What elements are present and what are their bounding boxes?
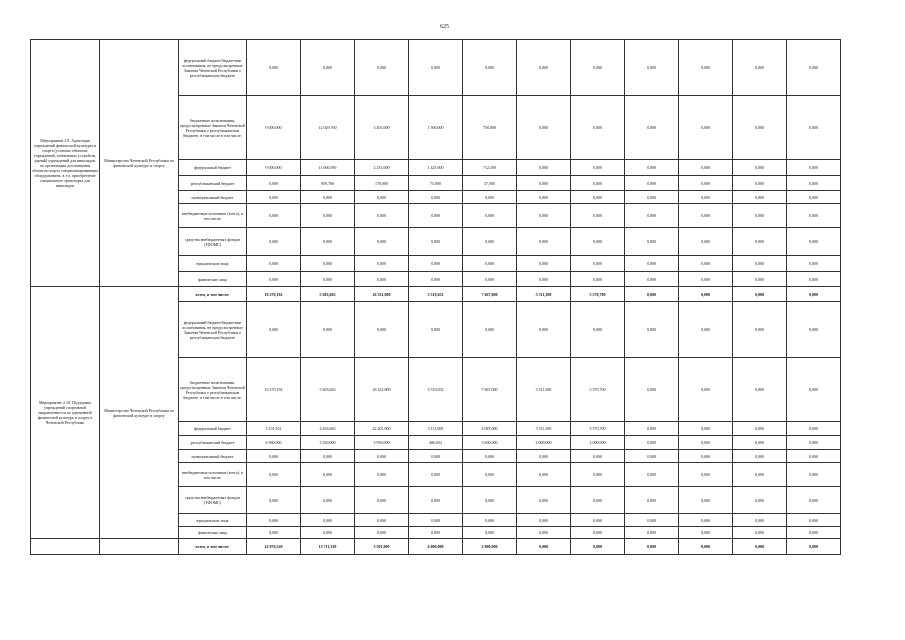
value-cell: 0,000: [355, 272, 409, 287]
value-cell: 0,000: [733, 302, 787, 358]
value-cell: 0,000: [247, 40, 301, 96]
value-cell: 0,000: [571, 191, 625, 204]
value-cell: 0,000: [571, 176, 625, 191]
value-cell: 0,000: [247, 463, 301, 487]
value-cell: 0,000: [517, 160, 571, 176]
value-cell: 0,000: [733, 191, 787, 204]
value-cell: 0,000: [301, 40, 355, 96]
value-cell: 0,000: [247, 256, 301, 272]
value-cell: 0,000: [787, 191, 841, 204]
value-cell: 0,000: [409, 527, 463, 539]
value-cell: 3 600,000: [463, 436, 517, 450]
event-name-cell: [31, 539, 100, 555]
funding-source-cell: федеральный бюджет/бюджетные ассигнования, не предусмотренные Законом Чеченской Республики о республиканском бюджете: [179, 40, 247, 96]
value-cell: 4 453,663: [301, 422, 355, 436]
value-cell: 0,000: [571, 204, 625, 228]
value-cell: 22 076,520: [247, 539, 301, 555]
value-cell: 0,000: [679, 422, 733, 436]
value-cell: 0,000: [247, 302, 301, 358]
value-cell: 0,000: [787, 539, 841, 555]
value-cell: 1 500,000: [409, 96, 463, 160]
funding-source-cell: всего, в том числе:: [179, 287, 247, 302]
table-row: [31, 40, 841, 96]
value-cell: 0,000: [355, 527, 409, 539]
value-cell: 0,000: [247, 272, 301, 287]
value-cell: 0,000: [625, 436, 679, 450]
value-cell: 3 511,390: [517, 422, 571, 436]
value-cell: 0,000: [409, 514, 463, 527]
value-cell: 2 000,000: [571, 436, 625, 450]
value-cell: 5 570,700: [571, 358, 625, 422]
value-cell: 0,000: [625, 487, 679, 514]
value-cell: 0,000: [625, 96, 679, 160]
value-cell: 0,000: [247, 204, 301, 228]
value-cell: 0,000: [355, 256, 409, 272]
value-cell: 37,500: [463, 176, 517, 191]
funding-source-cell: муниципальный бюджет: [179, 450, 247, 463]
value-cell: 0,000: [571, 272, 625, 287]
value-cell: 0,000: [463, 527, 517, 539]
value-cell: 0,000: [571, 514, 625, 527]
funding-source-cell: федеральный бюджет: [179, 422, 247, 436]
event-name-cell: Мероприятие 2.10. Поддержка учреждений спортивной направленности по адаптивной физической культуре и спорту в Чеченской Республике: [31, 287, 100, 539]
value-cell: 750,000: [463, 96, 517, 160]
value-cell: 0,000: [787, 204, 841, 228]
value-cell: 0,000: [787, 96, 841, 160]
value-cell: 0,000: [571, 160, 625, 176]
value-cell: 0,000: [787, 40, 841, 96]
value-cell: 26 331,800: [355, 287, 409, 302]
value-cell: 0,000: [787, 527, 841, 539]
value-cell: 6 960,000: [247, 436, 301, 450]
value-cell: 0,000: [679, 514, 733, 527]
value-cell: 0,000: [517, 272, 571, 287]
value-cell: 0,000: [409, 463, 463, 487]
value-cell: 0,000: [679, 96, 733, 160]
value-cell: 9 000,000: [247, 96, 301, 160]
funding-source-cell: всего, в том числе:: [179, 539, 247, 555]
value-cell: 0,000: [679, 450, 733, 463]
value-cell: 0,000: [679, 463, 733, 487]
value-cell: 0,000: [625, 302, 679, 358]
value-cell: 4 000,000: [409, 539, 463, 555]
value-cell: 0,000: [733, 487, 787, 514]
funding-source-cell: федеральный бюджет/бюджетные ассигнования, не предусмотренные Законом Чеченской Республики о республиканском бюджете: [179, 302, 247, 358]
value-cell: 0,000: [517, 527, 571, 539]
value-cell: 0,000: [625, 527, 679, 539]
value-cell: 0,000: [733, 176, 787, 191]
value-cell: 0,000: [247, 450, 301, 463]
value-cell: 3 519,652: [409, 287, 463, 302]
value-cell: 3 501,000: [355, 539, 409, 555]
value-cell: 0,000: [301, 302, 355, 358]
funding-source-cell: бюджетные ассигнования, предусмотренные Законом Чеченской Республики о республиканском бюджете, в том числе в том числе:: [179, 96, 247, 160]
value-cell: 0,000: [571, 40, 625, 96]
value-cell: 0,000: [247, 487, 301, 514]
value-cell: 0,000: [679, 539, 733, 555]
value-cell: 0,000: [625, 40, 679, 96]
value-cell: 0,000: [625, 176, 679, 191]
value-cell: 0,000: [733, 358, 787, 422]
value-cell: 0,000: [625, 204, 679, 228]
value-cell: 0,000: [463, 463, 517, 487]
value-cell: 0,000: [247, 514, 301, 527]
value-cell: 959,760: [301, 176, 355, 191]
funding-source-cell: физические лица: [179, 527, 247, 539]
value-cell: 2 000,000: [463, 539, 517, 555]
value-cell: 0,000: [409, 272, 463, 287]
value-cell: 0,000: [463, 514, 517, 527]
value-cell: 0,000: [733, 96, 787, 160]
funding-source-cell: средства внебюджетных фондов (ТФОМС): [179, 228, 247, 256]
funding-source-cell: юридические лица: [179, 256, 247, 272]
value-cell: 0,000: [247, 176, 301, 191]
value-cell: 0,000: [625, 191, 679, 204]
value-cell: 5 570,700: [571, 287, 625, 302]
value-cell: 0,000: [679, 204, 733, 228]
value-cell: 0,000: [571, 527, 625, 539]
value-cell: 15 711,330: [301, 539, 355, 555]
value-cell: 0,000: [301, 272, 355, 287]
value-cell: 0,000: [571, 302, 625, 358]
value-cell: 0,000: [679, 487, 733, 514]
value-cell: 0,000: [463, 228, 517, 256]
value-cell: 0,000: [517, 96, 571, 160]
value-cell: 0,000: [409, 191, 463, 204]
value-cell: 0,000: [463, 450, 517, 463]
value-cell: 3 570,700: [571, 422, 625, 436]
value-cell: 0,000: [355, 463, 409, 487]
value-cell: 0,000: [355, 302, 409, 358]
value-cell: 0,000: [787, 302, 841, 358]
value-cell: 0,000: [787, 160, 841, 176]
value-cell: 9 000,000: [247, 160, 301, 176]
value-cell: 0,000: [355, 228, 409, 256]
value-cell: 0,000: [409, 487, 463, 514]
value-cell: 0,000: [463, 204, 517, 228]
value-cell: 0,000: [787, 256, 841, 272]
value-cell: 0,000: [625, 160, 679, 176]
value-cell: 712,500: [463, 160, 517, 176]
value-cell: 3 113,000: [409, 422, 463, 436]
value-cell: 0,000: [625, 358, 679, 422]
value-cell: 0,000: [301, 256, 355, 272]
value-cell: 0,000: [733, 256, 787, 272]
value-cell: 11 060,590: [301, 160, 355, 176]
value-cell: 0,000: [625, 228, 679, 256]
value-cell: 0,000: [463, 487, 517, 514]
funding-source-cell: республиканский бюджет: [179, 436, 247, 450]
value-cell: 0,000: [355, 487, 409, 514]
value-cell: 0,000: [733, 40, 787, 96]
value-cell: 0,000: [625, 450, 679, 463]
value-cell: 0,000: [463, 40, 517, 96]
value-cell: 0,000: [571, 463, 625, 487]
value-cell: 0,000: [787, 287, 841, 302]
value-cell: 2 251,000: [355, 160, 409, 176]
value-cell: 0,000: [355, 450, 409, 463]
value-cell: 170,000: [355, 176, 409, 191]
value-cell: 0,000: [463, 272, 517, 287]
event-name-cell: Мероприятие 2.9. Адаптация учреждений физической культуры и спорта (успешно объектов, учреждений, тоннельных устройств, зданий) учреждений для инвалидов, по организации дооснащения объектов спорта специализированным оборудованием, в т.ч. приобретение специального транспорта для инвалидов: [31, 40, 100, 287]
value-cell: 0,000: [679, 228, 733, 256]
value-cell: 0,000: [679, 358, 733, 422]
funding-source-cell: юридические лица: [179, 514, 247, 527]
value-cell: 0,000: [679, 40, 733, 96]
value-cell: 0,000: [463, 191, 517, 204]
value-cell: 0,000: [517, 191, 571, 204]
value-cell: 406,652: [409, 436, 463, 450]
value-cell: 0,000: [787, 358, 841, 422]
value-cell: 0,000: [733, 463, 787, 487]
value-cell: 0,000: [301, 450, 355, 463]
executor-cell: Министерство Чеченской Республики по физической культуре и спорту: [100, 287, 179, 539]
value-cell: 4 087,000: [463, 422, 517, 436]
value-cell: 2 000,000: [517, 436, 571, 450]
value-cell: 0,000: [787, 514, 841, 527]
value-cell: 0,000: [463, 256, 517, 272]
value-cell: 0,000: [679, 302, 733, 358]
value-cell: 10 270,192: [247, 358, 301, 422]
value-cell: 1 425,000: [409, 160, 463, 176]
value-cell: 0,000: [679, 160, 733, 176]
table-row: [31, 287, 841, 302]
value-cell: 0,000: [409, 228, 463, 256]
value-cell: 5 603,663: [301, 287, 355, 302]
value-cell: 0,000: [355, 40, 409, 96]
value-cell: 0,000: [517, 539, 571, 555]
value-cell: 0,000: [733, 436, 787, 450]
executor-cell: Министерство Чеченской Республики по физической культуре и спорту: [100, 40, 179, 287]
value-cell: 26 331,800: [355, 358, 409, 422]
value-cell: 0,000: [571, 539, 625, 555]
value-cell: 0,000: [679, 256, 733, 272]
value-cell: 10 270,192: [247, 287, 301, 302]
value-cell: 0,000: [787, 272, 841, 287]
funding-source-cell: средства внебюджетных фондов (ТФОМС): [179, 487, 247, 514]
value-cell: 7 667,000: [463, 358, 517, 422]
value-cell: 0,000: [517, 302, 571, 358]
value-cell: 0,000: [409, 302, 463, 358]
budget-table: [30, 39, 841, 555]
funding-source-cell: муниципальный бюджет: [179, 191, 247, 204]
value-cell: 0,000: [787, 450, 841, 463]
value-cell: 0,000: [679, 436, 733, 450]
value-cell: 0,000: [625, 514, 679, 527]
value-cell: 7 667,000: [463, 287, 517, 302]
value-cell: 0,000: [355, 514, 409, 527]
value-cell: 0,000: [247, 228, 301, 256]
value-cell: 0,000: [787, 228, 841, 256]
value-cell: 0,000: [787, 463, 841, 487]
value-cell: 0,000: [517, 204, 571, 228]
value-cell: 0,000: [733, 272, 787, 287]
value-cell: 0,000: [733, 450, 787, 463]
value-cell: 0,000: [733, 422, 787, 436]
value-cell: 0,000: [355, 204, 409, 228]
value-cell: 0,000: [247, 527, 301, 539]
value-cell: 0,000: [787, 487, 841, 514]
value-cell: 3 401,000: [355, 96, 409, 160]
value-cell: 0,000: [517, 176, 571, 191]
value-cell: 0,000: [625, 256, 679, 272]
value-cell: 0,000: [301, 204, 355, 228]
value-cell: 0,000: [787, 176, 841, 191]
value-cell: 0,000: [571, 487, 625, 514]
value-cell: 0,000: [625, 272, 679, 287]
value-cell: 0,000: [301, 228, 355, 256]
value-cell: 0,000: [733, 514, 787, 527]
value-cell: 12 029,760: [301, 96, 355, 160]
value-cell: 0,000: [625, 422, 679, 436]
value-cell: 3 519,652: [409, 358, 463, 422]
value-cell: 22 201,800: [355, 422, 409, 436]
value-cell: 0,000: [355, 191, 409, 204]
value-cell: 0,000: [517, 514, 571, 527]
value-cell: 0,000: [733, 228, 787, 256]
funding-source-cell: внебюджетные источники (всего), в том числе:: [179, 463, 247, 487]
value-cell: 0,000: [517, 228, 571, 256]
value-cell: 0,000: [679, 176, 733, 191]
value-cell: 0,000: [625, 539, 679, 555]
funding-source-cell: бюджетные ассигнования, предусмотренные Законом Чеченской Республики о республиканском бюджете, в том числе в том числе:: [179, 358, 247, 422]
value-cell: 0,000: [679, 527, 733, 539]
value-cell: 0,000: [301, 463, 355, 487]
value-cell: 0,000: [625, 287, 679, 302]
value-cell: 3 101,101: [247, 422, 301, 436]
value-cell: 5 511,390: [517, 358, 571, 422]
value-cell: 0,000: [409, 204, 463, 228]
value-cell: 0,000: [301, 527, 355, 539]
value-cell: 5 511,390: [517, 287, 571, 302]
value-cell: 75,000: [409, 176, 463, 191]
page-number: 625: [440, 24, 449, 30]
value-cell: 0,000: [733, 204, 787, 228]
value-cell: 5 603,663: [301, 358, 355, 422]
value-cell: 0,000: [571, 96, 625, 160]
value-cell: 0,000: [463, 302, 517, 358]
value-cell: 0,000: [517, 487, 571, 514]
value-cell: 0,000: [517, 463, 571, 487]
value-cell: 0,000: [571, 256, 625, 272]
table-row: [31, 539, 841, 555]
value-cell: 0,000: [409, 256, 463, 272]
funding-source-cell: физические лица: [179, 272, 247, 287]
funding-source-cell: внебюджетные источники (всего), в том числе:: [179, 204, 247, 228]
value-cell: 0,000: [517, 40, 571, 96]
value-cell: 0,000: [733, 527, 787, 539]
value-cell: 0,000: [733, 539, 787, 555]
value-cell: 0,000: [679, 191, 733, 204]
value-cell: 0,000: [679, 272, 733, 287]
value-cell: 0,000: [787, 436, 841, 450]
value-cell: 0,000: [409, 40, 463, 96]
value-cell: 0,000: [733, 160, 787, 176]
value-cell: 3 350,000: [301, 436, 355, 450]
value-cell: 0,000: [409, 450, 463, 463]
funding-source-cell: федеральный бюджет: [179, 160, 247, 176]
value-cell: 0,000: [679, 287, 733, 302]
value-cell: 0,000: [247, 191, 301, 204]
value-cell: 0,000: [517, 450, 571, 463]
executor-cell: [100, 539, 179, 555]
value-cell: 0,000: [301, 514, 355, 527]
value-cell: 3 959,000: [355, 436, 409, 450]
value-cell: 0,000: [733, 287, 787, 302]
value-cell: 0,000: [787, 422, 841, 436]
value-cell: 0,000: [517, 256, 571, 272]
value-cell: 0,000: [625, 463, 679, 487]
value-cell: 0,000: [301, 487, 355, 514]
value-cell: 0,000: [571, 228, 625, 256]
value-cell: 0,000: [571, 450, 625, 463]
funding-source-cell: республиканский бюджет: [179, 176, 247, 191]
value-cell: 0,000: [301, 191, 355, 204]
